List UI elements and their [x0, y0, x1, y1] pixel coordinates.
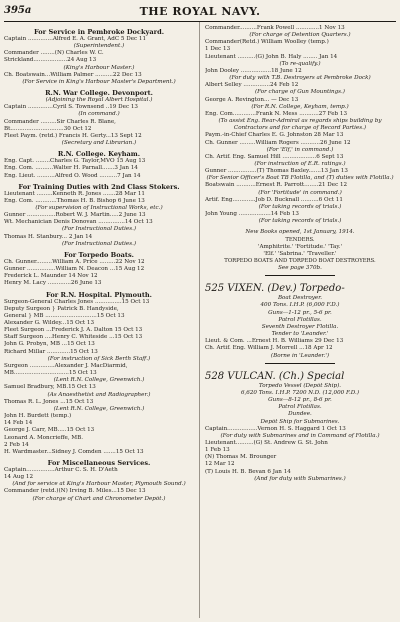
list-entry: Eng. Com. ............Thomas H. B. Bishop 6 June 13 [4, 197, 145, 204]
list-entry: 'Amphitrite.' 'Fortitude.' 'Tay.' [257, 243, 343, 250]
list-entry: Bt..............................30 Oct 12 [4, 125, 92, 132]
running-title: THE ROYAL NAVY. [139, 5, 261, 18]
list-entry: TENDERS. [285, 236, 315, 243]
list-entry: John Dooley .................18 June 12 [205, 67, 302, 74]
list-entry: Albert Selley ...............24 Feb 12 [205, 82, 299, 89]
vessel-heading: 525 VIXEN. (Dev.) Torpedo- [205, 283, 345, 295]
list-entry: (For taking records of trials.) [258, 203, 342, 210]
list-entry: (To assist Eng. Rear-Admiral as regards ships building by Contractors and for charge of Record Parties.) [218, 118, 382, 132]
list-entry: Eng. Com.............Frank N. Mess ...........27 Feb 13 [205, 110, 348, 117]
list-entry: Commander..........Frank Powell .............1 Nov 13 [205, 25, 345, 31]
list-entry: (For charge of Chart and Chronometer Depôt.) [32, 495, 166, 502]
list-entry: 400 Tons. I.H.P. (6,000 F.D.) [260, 302, 340, 309]
list-entry: (For Instructional Duties.) [61, 240, 137, 247]
list-entry: (In command.) [78, 111, 120, 118]
list-entry: John H. Burdett (temp.) [4, 413, 72, 420]
list-entry: Strickland...................24 Aug 13 [4, 57, 97, 64]
list-entry: Lieut. & Com. ...Ernest H. B. Williams 29 Dec 13 [205, 338, 344, 345]
list-entry: TORPEDO BOATS AND TORPEDO BOAT DESTROYERS. [224, 258, 376, 264]
section-heading: For Training Duties with 2nd Class Stokers. [18, 182, 180, 191]
list-entry: Henry M. Lacy .............26 June 13 [4, 280, 102, 287]
list-entry: Wt. Mechanician Denis Donovan ...............14 Oct 13 [4, 219, 153, 226]
list-entry: (For instruction of Sick Berth Staff.) [47, 355, 151, 362]
list-entry: George J. Carr, MB.....15 Oct 13 [4, 427, 95, 434]
header-rule [4, 21, 396, 22]
page-number: 395a [4, 5, 32, 16]
list-entry: Frederick L. Maunder 14 Nov 12 [4, 273, 98, 280]
list-entry: (For 'Fortitude' in command.) [258, 189, 342, 196]
list-entry: Seventh Destroyer Flotilla. [261, 323, 339, 330]
list-entry: (And for service at King's Harbour Master, Plymouth Sound.) [12, 481, 186, 488]
list-entry: 14 Feb 14 [4, 420, 33, 427]
separator [265, 275, 335, 276]
list-entry: General } MB .............................15 Oct 13 [4, 312, 125, 319]
column-divider [199, 22, 200, 618]
list-entry: Boatswain ...........Ernest R. Parrott........21 Dec 12 [205, 182, 348, 189]
list-entry: (For Instructional Duties.) [61, 226, 137, 233]
list-entry: 2 Feb 14 [4, 441, 29, 448]
list-entry: Captain.................Vernon H. S. Haggard 1 Oct 13 [205, 425, 346, 432]
left-column [4, 25, 194, 503]
list-entry: Deputy Surgeon } Patrick B. Handyside, [4, 305, 119, 312]
list-entry: (For supervision of Instructional Works, etc.) [35, 204, 163, 211]
list-entry: (For 'Elf,' in command.) [266, 146, 334, 153]
list-entry: Patrol Flotillas. [278, 316, 322, 323]
list-entry: Commander (retd.)(N) Irving B. Miles...15 Dec 13 [4, 488, 146, 495]
list-entry: Gunner ................(T) Thomas Baxley.......13 Jan 13 [205, 168, 348, 175]
list-entry: 1 Dec 13 [205, 46, 231, 53]
list-entry: (Lent R.N. College, Greenwich.) [53, 405, 145, 412]
list-entry: Lieutenant..........(G) St. Andrew G. St. John [205, 439, 328, 446]
list-entry: Commander .........Sir Charles R. Blane, [4, 118, 116, 125]
list-entry: Eng. Lieut. ..........Alfred O. Wood ..........7 Jan 14 [4, 172, 141, 179]
list-entry: (Superintendent.) [73, 43, 125, 50]
list-entry: (For duty with Submarines and in Command of Flotilla.) [220, 432, 380, 439]
list-entry: (For R.N. College, Keyham, temp.) [251, 103, 349, 110]
list-entry: (And for duty with Submarines.) [254, 475, 346, 482]
list-entry: Gunner ................Robert W. J. Martin.....2 June 13 [4, 212, 146, 219]
list-entry: Fleet Paym. (retd.) Francis H. Gerty...13 Sept 12 [4, 132, 142, 139]
list-entry: See page 370b. [278, 265, 322, 272]
list-entry: Patrol Flotillas. [278, 404, 322, 411]
section-heading: For R.N. Hospital. Plymouth. [46, 290, 152, 299]
list-entry: 6,620 Tons. I.H.P. 7200 N.D. (12,000 F.D.) [240, 389, 360, 396]
list-entry: MB...............................15 Oct 13 [4, 370, 97, 377]
list-entry: 'Elf.' 'Sabrina.' 'Traveller.' [263, 250, 337, 257]
list-entry: (For instruction of E.R. ratings.) [254, 160, 346, 167]
list-entry: Samuel Bradbury, MB.15 Oct 13 [4, 384, 96, 391]
list-entry: (For charge of Gun Mountings.) [254, 89, 345, 96]
list-entry: Ch. Boatswain...William Palmer ..........22 Dec 13 [4, 71, 142, 78]
list-entry: Thomas H. Stanbury... 2 Jan 14 [4, 233, 93, 240]
list-entry: Fleet Surgeon ...Frederick J. A. Dalton 15 Oct 13 [4, 327, 143, 334]
list-entry: Guns—1-12 pr., 5-6 pr. [268, 309, 332, 316]
list-entry: Lieutenant .........Kenneth R. Jones .......28 Mar 11 [4, 190, 145, 197]
list-entry: George A. Revington... — Dec 13 [205, 96, 299, 103]
list-entry: Boat Destroyer. [277, 295, 323, 302]
list-entry: John Young ..................14 Feb 13 [205, 211, 299, 218]
list-entry: (To re-qualify.) [279, 60, 321, 67]
list-entry: (For charge of Detention Quarters.) [249, 32, 351, 39]
separator [265, 363, 335, 364]
list-entry: Gunner ................William N. Deacon ...15 Aug 12 [4, 266, 145, 273]
list-entry: Thomas R. L. Jones ...15 Oct 13 [4, 398, 94, 405]
list-entry: Surgeon-General Charles Jones ...............15 Oct 13 [4, 298, 150, 305]
list-entry: Staff Surgeon ....Henry C. Whiteside ...15 Oct 13 [4, 334, 143, 341]
list-entry: 1 Feb 13 [205, 447, 230, 454]
section-heading: For Torpedo Boats. [64, 250, 134, 259]
vessel-heading: 528 VULCAN. (Ch.) Special [205, 370, 345, 382]
list-entry: (As Anaesthetist and Radiographer.) [47, 391, 151, 398]
list-entry: Eng. Com. ..........Walter H. Parnall.......3 Jan 14 [4, 165, 138, 172]
list-entry: Captain ..............Alfred E. A. Grant, AdC 5 Dec 11 [4, 36, 147, 42]
list-entry: Tender to 'Leander.' [271, 331, 329, 338]
list-entry: (N) Thomas M. Brounger [205, 454, 277, 461]
list-entry: H. Wardmaster...Sidney J. Comden .......15 Oct 13 [4, 448, 144, 455]
list-entry: Captain................Arthur C. S. H. D'Aeth [4, 466, 118, 473]
list-entry: (Adjoining the Royal Albert Hospital.) [45, 97, 153, 104]
list-entry: Guns—8-12 pr., 8-6 pr. [268, 397, 332, 404]
list-entry: (T) Louis H. B. Bevan 6 Jan 14 [205, 468, 291, 475]
list-entry: (Borne in 'Leander.') [270, 352, 330, 359]
list-entry: Captain ..............Cyril S. Townsend ..19 Dec 13 [4, 104, 138, 111]
list-entry: Dundee. [288, 411, 312, 418]
section-heading: R.N. College. Keyham. [57, 150, 141, 159]
list-entry: New Books opened, 1st January, 1914. [245, 229, 355, 236]
list-entry: (For duty with T.B. Destroyers at Pembroke Dock) [229, 75, 371, 82]
list-entry: Surgeon ..............Alexander J. MacDiarmid, [4, 362, 128, 369]
list-entry: Torpedo Vessel (Depôt Ship). [258, 382, 342, 389]
section-heading: For Service in Pembroke Dockyard. [33, 28, 165, 36]
list-entry: (Lent R.N. College, Greenwich.) [53, 377, 145, 384]
list-entry: Ch. Gunner.........William A. Price .........22 Nov 12 [4, 258, 145, 265]
list-entry: Leonard A. Moncrieffe, MB. [4, 434, 84, 441]
section-heading: R.N. War College. Devonport. [45, 89, 153, 98]
list-entry: John G. Probyn, MB ...15 Oct 13 [4, 341, 95, 348]
list-entry: Richard Millar .............15 Oct 13 [4, 348, 98, 355]
right-column [205, 25, 395, 483]
list-entry: (For taking records of trials.) [258, 218, 342, 225]
list-entry: (King's Harbour Master.) [63, 64, 135, 71]
list-entry: (Secretary and Librarian.) [61, 140, 137, 147]
list-entry: Ch. Gunner .........William Rogers ...........26 June 12 [205, 139, 351, 146]
list-entry: (For Service in King's Harbour Master's Department.) [22, 78, 176, 85]
list-entry: Lieutenant ..........(G) John B. Haly ........ Jan 14 [205, 53, 338, 60]
list-entry: 14 Aug 12 [4, 474, 34, 481]
list-entry: Ch. Artif. Eng. Samuel Hill ...................6 Sept 13 [205, 153, 344, 160]
list-entry: Commander(Retd.) William Woolley (temp.) [205, 39, 329, 46]
list-entry: Depôt Ship for Submarines. [260, 418, 340, 425]
list-entry: Alexander G. Wildey...15 Oct 13 [4, 320, 95, 326]
list-entry: Commander ........(N) Charles W. C. [4, 50, 104, 57]
list-entry: 12 Mar 12 [205, 461, 235, 468]
list-entry: Artif. Eng.............Job D. Bucknall ..........6 Oct 11 [205, 196, 343, 203]
list-entry: (For Senior Officer's Boat TB Flotilla, and (T) duties with Flotilla.) [206, 175, 394, 182]
list-entry: Eng. Capt. ........Charles G. Taylor,MVO 15 Aug 13 [4, 158, 146, 165]
list-entry: Paym.-in-Chief Charles E. G. Johnston 28 Mar 13 [205, 132, 344, 139]
page-header [4, 5, 396, 19]
list-entry: Ch. Artif. Eng. William J. Morrell ...18 Apr 12 [205, 345, 333, 352]
section-heading: For Miscellaneous Services. [47, 458, 151, 467]
